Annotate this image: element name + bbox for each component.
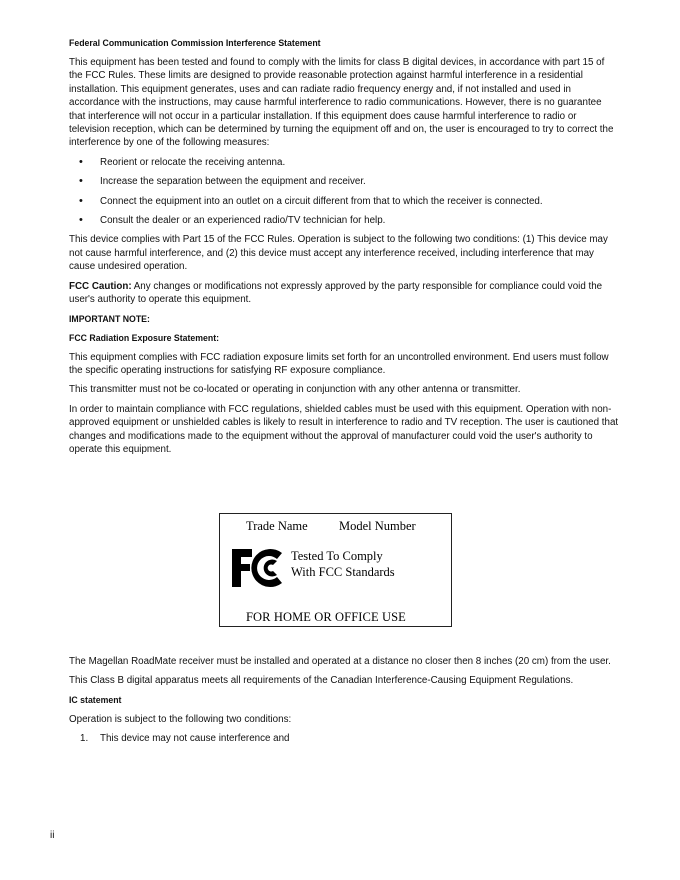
fcc-section: [69, 37, 619, 462]
measures-list: [69, 156, 619, 228]
radiation-paragraph-3: In order to maintain compliance with FCC regulations, shielded cables must be used with this equipment. Operation with non-approved equipment or unshielded cables is likely to result in interference to radio and TV reception. The user is cautioned that changes and modifications made to the equipment without the approval of manufacturer could void the user's authority to operate this equipment.: [69, 403, 619, 455]
caution-text: Any changes or modifications not expressly approved by the party responsible for compliance could void the user's authority to operate this equipment.: [69, 280, 603, 306]
page-number: ii: [50, 830, 55, 841]
distance-paragraph: The Magellan RoadMate receiver must be installed and operated at a distance no closer then 8 inches (20 cm) from the user.: [69, 656, 611, 667]
fcc-caution: [69, 280, 619, 307]
radiation-paragraph-2: This transmitter must not be co-located or operating in conjunction with any other antenna or transmitter.: [69, 384, 521, 396]
tested-line-1: Tested To Comply: [291, 549, 383, 563]
list-item: • Consult the dealer or an experienced radio/TV technician for help.: [69, 214, 619, 227]
list-item-number: 1.: [80, 733, 89, 745]
fcc-logo-icon: [230, 547, 284, 589]
ic-paragraph: Operation is subject to the following two conditions:: [69, 713, 292, 725]
radiation-paragraph-1: This equipment complies with FCC radiation exposure limits set forth for an uncontrolled environment. End users must follow the specific operating instructions for satisfying RF exposure compliance.: [69, 351, 609, 376]
lower-section: [69, 655, 619, 746]
list-item: [69, 732, 619, 745]
fcc-heading: Federal Communication Commission Interference Statement: [69, 38, 321, 49]
fcc-label-box: [219, 513, 452, 627]
trade-name-label: Trade Name: [246, 519, 308, 533]
list-item: • Connect the equipment into an outlet on a circuit different from that to which the receiver is connected.: [69, 195, 619, 208]
home-office-use-label: FOR HOME OR OFFICE USE: [246, 610, 406, 624]
tested-line-2: With FCC Standards: [291, 565, 395, 579]
canada-paragraph: This Class B digital apparatus meets all requirements of the Canadian Interference-Causing Equipment Regulations.: [69, 675, 574, 687]
caution-label: FCC Caution:: [69, 280, 132, 292]
ic-heading: IC statement: [69, 694, 122, 706]
fcc-paragraph-1: This equipment has been tested and found to comply with the limits for class B digital devices, in accordance with part 15 of the FCC Rules. These limits are designed to provide reasonable protection against harmful interference in a residential installation. This equipment generates, uses and can radiate radio frequency energy and, if not installed and used in accordance with the instructions, may cause harmful interference to radio communications. However, there is no guarantee that interference will not occur in a particular installation. If this equipment does cause harmful interference to radio or television reception, which can be determined by turning the equipment off and on, the user is encouraged to try to correct the interference by one of the following measures:: [69, 57, 614, 149]
important-note: IMPORTANT NOTE:: [69, 313, 150, 325]
list-item-text: This device may not cause interference and: [100, 733, 290, 745]
list-item: • Increase the separation between the equipment and receiver.: [69, 175, 619, 188]
radiation-heading: FCC Radiation Exposure Statement:: [69, 332, 220, 344]
ic-conditions-list: [69, 732, 619, 745]
list-item: • Reorient or relocate the receiving antenna.: [69, 156, 619, 169]
fcc-paragraph-2: This device complies with Part 15 of the FCC Rules. Operation is subject to the following two conditions: (1) This device may not cause harmful interference, and (2) this device must accept any interference received, including interference that may cause undesired operation.: [69, 234, 608, 273]
model-number-label: Model Number: [339, 519, 416, 533]
